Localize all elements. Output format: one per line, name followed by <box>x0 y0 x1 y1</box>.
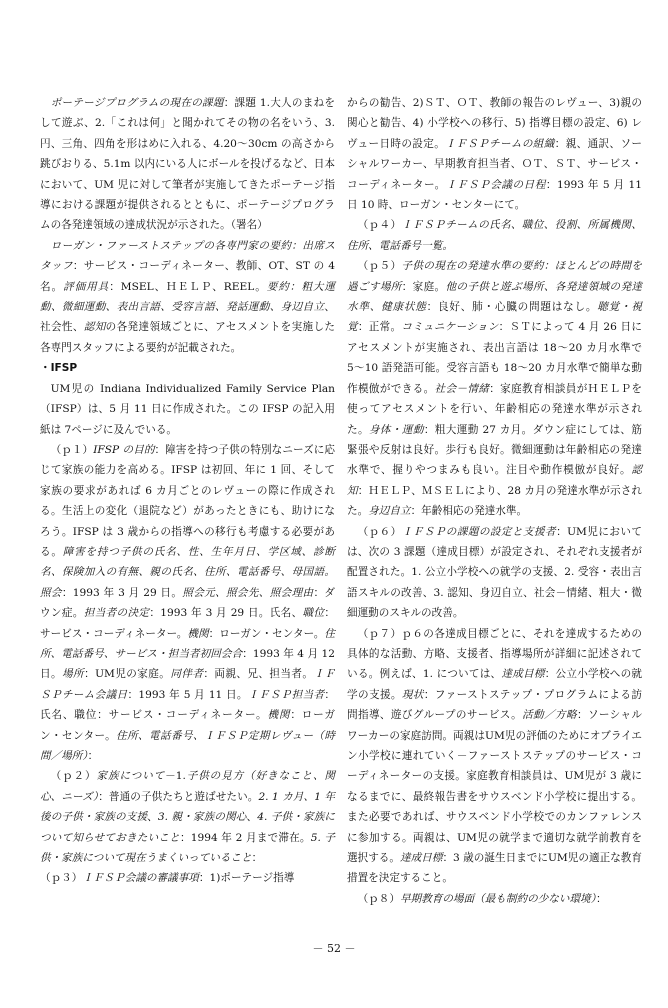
text-run: ：ソーシャルワーカーの家庭訪問。両親はUM児の評価のためにオブライエン小学校に連れていく－ファーストステップのサービス・コーディネーターの支援。家庭教育相談員は、UM児が 3 歳になるまでに、最終報告書をサウスベンド小学校に提出する。また必要であれば、サウスベンド小学校でのカンファレンスに参加する。両親は、UM児の就学まで適切な就学前教育を選択する。 <box>347 709 643 865</box>
text-run: ：MSEL、ＨＥＬＰ、REEL。 <box>109 280 267 293</box>
italic-term: ＩＦＳＰチームの氏名、職位、役割、所属機関、住所、電話番号一覧。 <box>347 219 643 252</box>
text-run: （ｐ６） <box>357 525 402 538</box>
paragraph <box>40 766 335 868</box>
text-run: ：ローガン・センター。 <box>208 627 325 640</box>
text-run: ：UM児の家庭。 <box>84 668 171 681</box>
text-run: 、 <box>147 811 158 824</box>
italic-term: 認知 <box>347 464 642 497</box>
text-run: ：UM児においては、次の 3 課題（達成目標）が設定され、それぞれ支援者が配置された。1. 公立小学校への就学の支援、2. 受容・表出言語スキルの改善、3. 認知、身辺自立、社会－情緒、粗大・微細運動のスキルの改善。 <box>347 525 643 620</box>
italic-term: コミュニケーション <box>401 321 499 334</box>
text-run: UM児の Indiana Individualized Family Service Plan（IFSP）は、5 月 11 日に作成された。この IFSP の記入用紙は 7ページに及んでいる。 <box>40 382 335 436</box>
text-run: ：両親、兄、担当者。 <box>203 668 314 681</box>
paragraph <box>347 256 642 521</box>
italic-term: 子供の見方（好きなこと、関心、ニーズ） <box>40 770 336 803</box>
italic-term: 早期教育の場面（最も制約の少ない環境） <box>399 892 596 905</box>
italic-term: 子供の現在の発達水準の要約：ほとんどの時間を過ごす場所 <box>347 260 643 293</box>
text-run: ：1)ポーテージ指導 <box>198 872 295 885</box>
italic-term: 住所、電話番号、サービス・担当者初回会合 <box>40 627 336 660</box>
text-run: ：1993 年 5 月 11 日 10 時、ローガン・センターにて。 <box>347 178 643 212</box>
text-run: ：3 歳の誕生日までにUM児の適正な教育措置を決定すること。 <box>347 852 643 885</box>
text-run: ： <box>251 852 263 865</box>
italic-term: ＩＦＳＰ会議の日程 <box>445 178 546 191</box>
italic-term: 3. 親・家族の関心 <box>157 811 247 824</box>
paragraph <box>40 440 335 767</box>
italic-term: 家族について <box>96 770 166 783</box>
page-number: － 52 － <box>312 942 356 955</box>
text-run: ：家庭。 <box>401 280 446 293</box>
text-run: （ｐ４） <box>357 219 402 232</box>
italic-term: 現状 <box>401 688 424 701</box>
text-run: （ｐ７）ｐ６の各達成目標ごとに、それを達成するための具体的な活動、方略、支援者、指導場所が詳細に記述されている。例えば、1. については、 <box>347 627 642 681</box>
text-run: ：粗大運動 27 カ月。ダウン症にしては、筋緊張や反射は良好。歩行も良好。微細運動は年齢相応の発達水準で、握りやつまみも良い。注目や動作模倣が良好。 <box>347 423 643 477</box>
italic-term: IFSP の目的 <box>93 443 155 456</box>
italic-term: 職位 <box>302 607 325 620</box>
text-run: ：課題 1.大人のまねをして遊ぶ、2.「これは何」と聞かれてその物の名をいう、3.円、三角、四角を形はめに入れる、4.20〜30cm の高さから跳びおりる、5.1m 以内にいる人にボールを投げるなど、日本において、UM 児に対して筆者が実施してきたポーテージ指導における課題が提供されるとともに、ポーテージプログラムの各発達領域の達成状況が示された。（署名） <box>40 97 335 232</box>
italic-term: 社会－情緒 <box>434 382 490 395</box>
text-run: ・IFSP <box>40 362 78 375</box>
text-run: －1. <box>165 770 186 783</box>
italic-term: 身辺自立 <box>368 505 411 518</box>
text-run: ：ＳＴによって 4 月 26 日にアセスメントが実施され、表出言語は 18〜20 カ月水準で 5〜10 語発語可能。受容言語も 18〜20 カ月水準で簡単な動作模倣ができる。 <box>347 321 642 395</box>
italic-term: 照会元、照会先、照会理由 <box>182 586 314 599</box>
text-run: ：正常。 <box>357 321 402 334</box>
paragraph <box>347 93 642 215</box>
paragraph <box>40 236 335 358</box>
italic-term: 5. 子供・家族について現在うまくいっていること <box>40 831 335 865</box>
italic-term: 同伴者 <box>170 668 204 681</box>
text-run: ：年齢相応の発達水準。 <box>410 505 528 518</box>
text-run: ：ローガン・センター。 <box>40 709 335 742</box>
text-run: ： <box>595 892 607 905</box>
italic-term: ＩＦＳＰ担当者 <box>247 688 325 701</box>
italic-term: ＩＦＳＰの課題の設定と支援者 <box>401 525 557 538</box>
paragraph <box>40 93 335 236</box>
paragraph <box>347 624 642 889</box>
text-run: ：家庭教育相談員がＨＥＬＰを使ってアセスメントを行い、年齢相応の発達水準が示された。 <box>347 382 643 436</box>
text-run: （ｐ８） <box>357 892 400 905</box>
text-run: ：氏名、職位：サービス・コーディネーター。 <box>40 688 336 722</box>
italic-term: 達成日標 <box>400 852 443 865</box>
paragraph <box>347 889 642 909</box>
italic-term: 住所、電話番号、ＩＦＳＰ定期レヴュー（時間／場所） <box>40 729 336 762</box>
paragraph <box>347 215 642 256</box>
text-run: ：障害を持つ子供の特別なニーズに応じて家族の能力を高める。IFSP は初回、年に 1 回、そして家族の要求があれば 6 カ月ごとのレヴューの際に作成される。生活上の変化（退院など）があったときにも、助けになろう。IFSP は 3 歳からの指導への移行も考慮する必要がある。 <box>40 443 336 558</box>
italic-term: 達成目標 <box>501 668 545 681</box>
text-run: ：1994 年 2 月まで滞在。 <box>179 831 311 844</box>
text-run: ：サービス・コーディネーター、教師、OT、ST の 4 名。 <box>40 260 335 293</box>
italic-term: 要約：粗大運動、微細運動、表出言語、受容言語、発話運動、身辺自立 <box>40 280 336 314</box>
italic-term: 他の子供と遊ぶ場所、各発達領域の発達水準、健康状態 <box>347 280 643 314</box>
text-run: （ｐ２） <box>50 770 97 783</box>
text-run: ：ファーストステップ・プログラムによる訪問指導、遊びグループのサービス。 <box>347 688 642 722</box>
italic-term: 場所 <box>62 668 85 681</box>
text-run: （ｐ３） <box>40 872 83 885</box>
text-run: 、 <box>246 811 258 824</box>
text-run: （ｐ１） <box>50 443 94 456</box>
text-run: ：公立小学校への就学の支援。 <box>347 668 642 701</box>
paragraph <box>40 868 335 888</box>
text-run: ：良好、肺・心臓の問題はなし。 <box>426 301 598 314</box>
italic-term: 身体・運動 <box>368 423 424 436</box>
italic-term: 聴覚・視覚 <box>347 301 643 334</box>
italic-term: 機関 <box>267 709 291 722</box>
italic-term: ＩＦＳＰ会議の審議事項 <box>82 872 199 885</box>
italic-term: 活動／方略 <box>522 709 577 722</box>
right-column <box>347 93 642 909</box>
text-run: （ｐ５） <box>357 260 402 273</box>
text-run: ：1993 年 3 月 29 日。氏名、 <box>149 607 303 620</box>
italic-term: 認知 <box>83 321 106 334</box>
italic-term: 出席スタッフ <box>40 239 336 273</box>
text-run: ：サービス・コーディネーター。 <box>40 607 336 640</box>
text-run: ：親、通訳、ソーシャルワーカー、早期教育担当者、ＯＴ、ＳＴ、サービス・コーディネーター。 <box>347 137 643 191</box>
text-run: 、社会性、 <box>40 301 335 334</box>
italic-term: 機関 <box>187 627 209 640</box>
italic-term: ＩＦＳＰチーム会議日 <box>40 668 336 701</box>
italic-term: ポーテージプログラムの現在の課題 <box>50 97 224 109</box>
text-run: ：ダウン症。 <box>40 586 336 620</box>
paragraph <box>40 379 335 440</box>
text-run: の各発達領域ごとに、アセスメントを実施した各専門スタッフによる要約が記載された。 <box>40 321 336 354</box>
text-run: ：1993 年 4 月 12 日。 <box>40 647 335 681</box>
text-run: ： <box>87 750 99 762</box>
text-run: からの勧告、2)ＳＴ、ＯＴ、教師の報告のレヴュー、3)親の関心と勧告、4) 小学校への移行、5) 指導目標の設定、6) レヴュー日時の設定。 <box>347 97 642 150</box>
text-run: ：1993 年 5 月 11 日。 <box>127 688 248 701</box>
text-run: ：普通の子供たちと遊ばせたい。 <box>98 790 259 803</box>
text-run: ：ＨＥＬＰ、ＭＳＥＬにより、28 カ月の発達水準が示された。 <box>347 484 642 518</box>
italic-term: 4. 子供・家族について知らせておきたいこと <box>40 811 336 844</box>
italic-term: 評価用具 <box>63 280 110 293</box>
italic-term: ＩＦＳＰチームの組織 <box>445 137 555 150</box>
text-run: ：1993 年 3 月 29 日。 <box>61 586 183 599</box>
italic-term: 2. 1 カ月、1 年後の子供・家族の支援 <box>40 790 336 824</box>
italic-term: 担当者の決定 <box>83 607 150 620</box>
paragraph <box>40 358 335 378</box>
paragraph <box>347 522 642 624</box>
left-column <box>40 93 335 889</box>
italic-term: 障害を持つ子供の氏名、性、生年月日、学区域、診断名、保険加入の有無、親の氏名、住所、電話番号、母国語。照会 <box>40 545 336 599</box>
italic-term: ローガン・ファーストステップの各専門家の要約： <box>50 239 303 252</box>
